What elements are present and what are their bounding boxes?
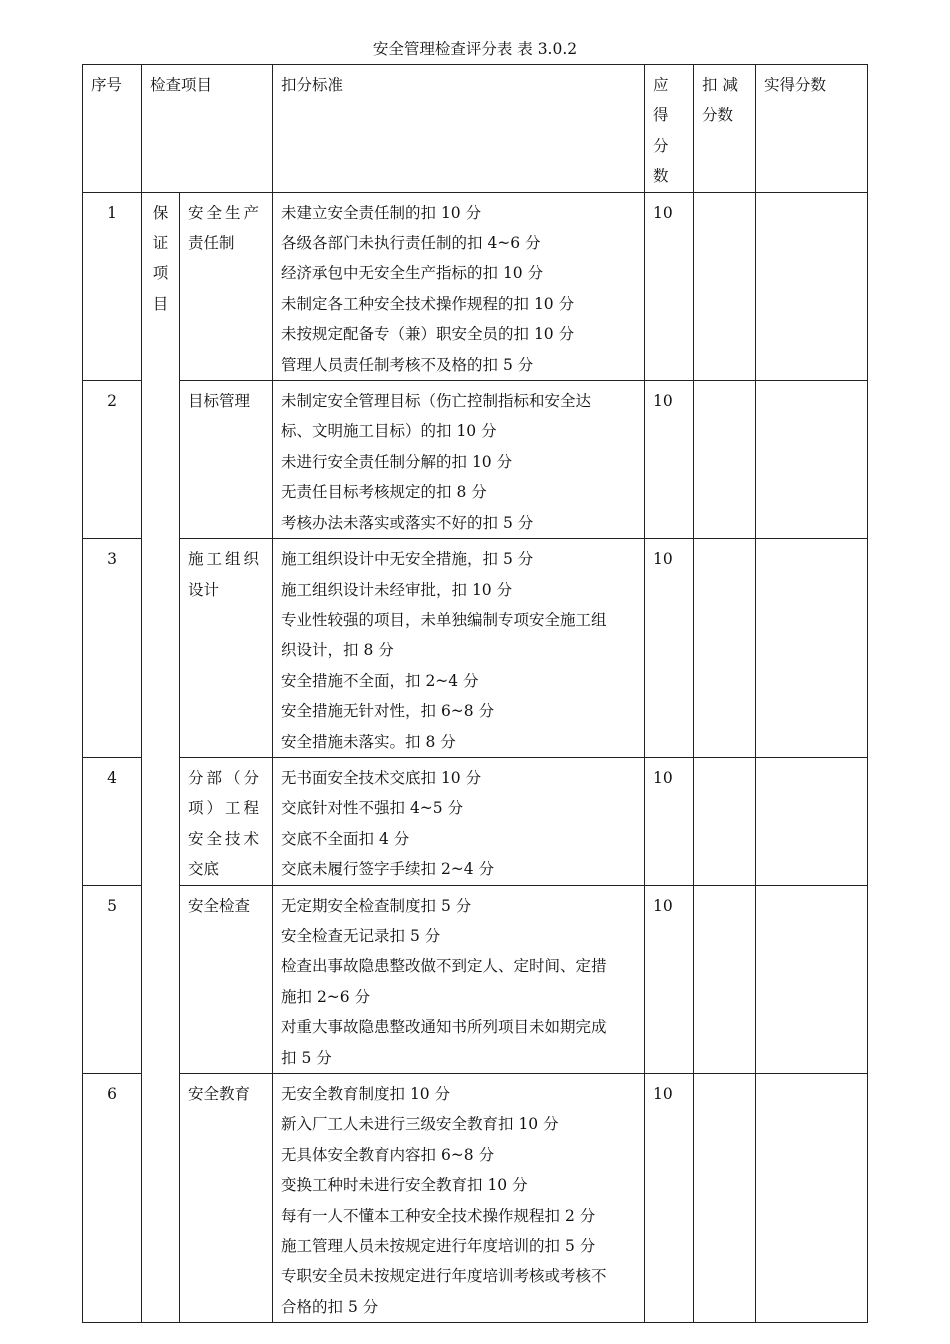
row-standards: 未制定安全管理目标（伤亡控制指标和安全达 标、文明施工目标）的扣 10 分 未进行安全责任制分解的扣 10 分 无责任目标考核规定的扣 8 分 考核办法未落实或落实不好的扣 5 分	[273, 381, 645, 539]
row-full-score: 10	[645, 1074, 694, 1323]
row-seq: 5	[83, 885, 142, 1073]
row-actual-cell[interactable]	[756, 539, 868, 758]
row-actual-cell[interactable]	[756, 1074, 868, 1323]
header-deduct: 扣 减 分数	[694, 65, 756, 193]
row-item: 目标管理	[180, 381, 273, 539]
row-seq: 6	[83, 1074, 142, 1323]
row-actual-cell[interactable]	[756, 192, 868, 380]
table-row	[83, 885, 868, 1073]
row-full-score: 10	[645, 539, 694, 758]
table-row	[83, 757, 868, 885]
row-full-score: 10	[645, 381, 694, 539]
row-item: 安全教育	[180, 1074, 273, 1323]
row-actual-cell[interactable]	[756, 885, 868, 1073]
header-full-score: 应 得 分 数	[645, 65, 694, 193]
row-deduct-cell[interactable]	[694, 192, 756, 380]
row-standards: 无安全教育制度扣 10 分 新入厂工人未进行三级安全教育扣 10 分 无具体安全教育内容扣 6~8 分 变换工种时未进行安全教育扣 10 分 每有一人不懂本工种安全技术操作规程扣 2 分 施工管理人员未按规定进行年度培训的扣 5 分 专职安全员未按规定进行年度培训考核或考核不 合格的扣 5 分	[273, 1074, 645, 1323]
row-standards: 施工组织设计中无安全措施，扣 5 分 施工组织设计未经审批，扣 10 分 专业性较强的项目，未单独编制专项安全施工组 织设计，扣 8 分 安全措施不全面，扣 2~4 分 安全措施无针对性，扣 6~8 分 安全措施未落实。扣 8 分	[273, 539, 645, 758]
row-full-score: 10	[645, 192, 694, 380]
row-actual-cell[interactable]	[756, 381, 868, 539]
row-full-score: 10	[645, 885, 694, 1073]
row-seq: 4	[83, 757, 142, 885]
row-standards: 无定期安全检查制度扣 5 分 安全检查无记录扣 5 分 检查出事故隐患整改做不到定人、定时间、定措 施扣 2~6 分 对重大事故隐患整改通知书所列项目未如期完成 扣 5 分	[273, 885, 645, 1073]
row-item: 安全检查	[180, 885, 273, 1073]
row-seq: 3	[83, 539, 142, 758]
group-label: 保 证 项 目	[142, 192, 180, 1323]
row-seq: 2	[83, 381, 142, 539]
row-deduct-cell[interactable]	[694, 381, 756, 539]
page-title: 安全管理检查评分表 表 3.0.2	[372, 40, 578, 58]
header-row	[83, 65, 868, 193]
table-row	[83, 539, 868, 758]
row-full-score: 10	[645, 757, 694, 885]
header-item: 检查项目	[142, 65, 273, 193]
header-actual: 实得分数	[756, 65, 868, 193]
table-row	[83, 381, 868, 539]
row-deduct-cell[interactable]	[694, 1074, 756, 1323]
row-item: 安全生产 责任制	[180, 192, 273, 380]
row-deduct-cell[interactable]	[694, 885, 756, 1073]
row-item: 施工组织 设计	[180, 539, 273, 758]
row-item: 分部（分 项）工程 安全技术 交底	[180, 757, 273, 885]
row-standards: 未建立安全责任制的扣 10 分 各级各部门未执行责任制的扣 4~6 分 经济承包中无安全生产指标的扣 10 分 未制定各工种安全技术操作规程的扣 10 分 未按规定配备专（兼）职安全员的扣 10 分 管理人员责任制考核不及格的扣 5 分	[273, 192, 645, 380]
table-row	[83, 192, 868, 380]
safety-score-table	[82, 64, 868, 1323]
header-seq: 序号	[83, 65, 142, 193]
row-deduct-cell[interactable]	[694, 539, 756, 758]
table-row	[83, 1074, 868, 1323]
row-standards: 无书面安全技术交底扣 10 分 交底针对性不强扣 4~5 分 交底不全面扣 4 分 交底未履行签字手续扣 2~4 分	[273, 757, 645, 885]
row-deduct-cell[interactable]	[694, 757, 756, 885]
header-standard: 扣分标准	[273, 65, 645, 193]
row-actual-cell[interactable]	[756, 757, 868, 885]
row-seq: 1	[83, 192, 142, 380]
